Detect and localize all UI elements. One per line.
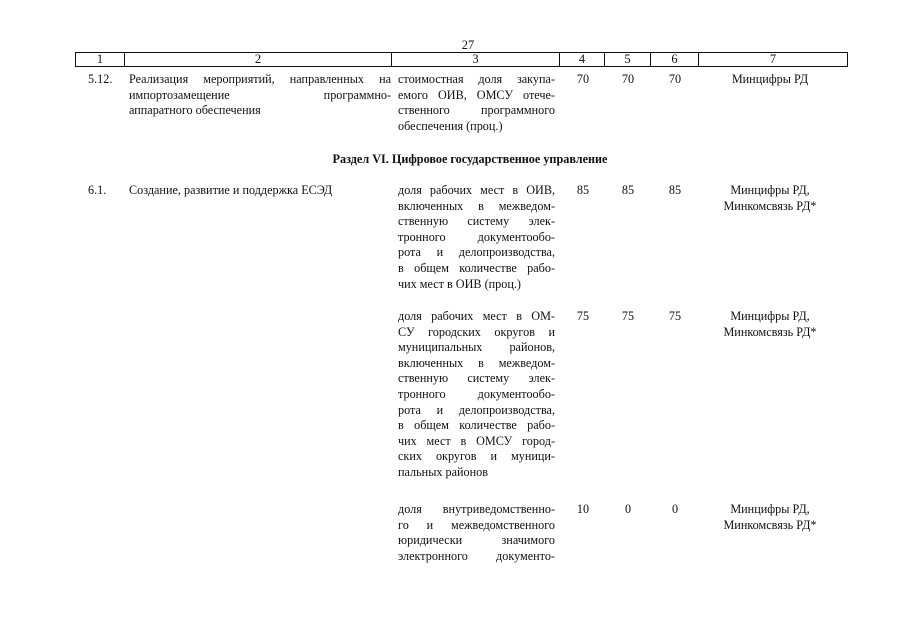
indicator-line: стоимостная доля закупа-: [398, 72, 555, 86]
indicator-line: го и межведомственного: [398, 517, 555, 532]
indicator-line: муниципальных районов,: [398, 340, 555, 355]
row-number: 6.1.: [88, 183, 107, 197]
indicator-line: пальных районов: [398, 464, 489, 479]
measure-name-line: аппаратного обеспечения: [129, 103, 261, 118]
row-number: 5.12.: [88, 72, 113, 86]
indicator-line: в общем количестве рабо-: [398, 260, 555, 275]
indicator-line: ских округов и муници-: [398, 449, 555, 464]
indicator-line: чих мест в ОИВ (проц.): [398, 276, 521, 291]
header-col-1: 1: [76, 53, 125, 67]
indicator-line: доля рабочих мест в ОИВ,: [398, 183, 555, 197]
indicator-line: тронного документообо-: [398, 386, 555, 401]
responsible-line: Минцифры РД,: [730, 183, 810, 197]
measure-name: Создание, развитие и поддержка ЕСЭД: [129, 183, 333, 197]
responsible-line: Минкомсвязь РД*: [723, 517, 817, 532]
value-col-4: 75: [576, 309, 590, 323]
value-col-5: 75: [621, 309, 635, 323]
responsible: [695, 502, 845, 533]
responsible: [695, 309, 845, 340]
value-col-6: 70: [668, 72, 682, 86]
page-number: 27: [461, 38, 475, 52]
indicator-line: чих мест в ОМСУ город-: [398, 433, 555, 448]
section-title: Раздел VI. Цифровое государственное управление: [332, 152, 608, 166]
responsible-line: Минцифры РД,: [730, 502, 810, 516]
value-col-5: 0: [624, 502, 632, 516]
header-col-3: 3: [392, 53, 560, 67]
indicator-line: обеспечения (проц.): [398, 118, 503, 133]
measure-name-line: импортозамещение программно-: [129, 87, 391, 102]
value-col-5: 70: [621, 72, 635, 86]
indicator-line: СУ городских округов и: [398, 324, 555, 339]
indicator-text: [398, 502, 555, 564]
header-col-6: 6: [651, 53, 699, 67]
responsible-line: Минкомсвязь РД*: [723, 198, 817, 213]
indicator-line: включенных в межведом-: [398, 355, 555, 370]
indicator-line: в общем количестве рабо-: [398, 418, 555, 433]
header-col-7: 7: [699, 53, 848, 67]
responsible-line: Минцифры РД,: [730, 309, 810, 323]
value-col-4: 70: [576, 72, 590, 86]
measure-name: [129, 72, 391, 119]
header-col-4: 4: [560, 53, 605, 67]
responsible: [695, 183, 845, 214]
table-header: [75, 52, 848, 67]
indicator-line: юридически значимого: [398, 533, 555, 548]
indicator-line: тронного документообо-: [398, 229, 555, 244]
indicator-line: рота и делопроизводства,: [398, 245, 555, 260]
indicator-line: ственную систему элек-: [398, 371, 555, 386]
indicator-line: рота и делопроизводства,: [398, 402, 555, 417]
responsible-line: Минкомсвязь РД*: [723, 324, 817, 339]
header-col-2: 2: [125, 53, 392, 67]
value-col-6: 75: [668, 309, 682, 323]
value-col-5: 85: [621, 183, 635, 197]
indicator-line: доля внутриведомственно-: [398, 502, 555, 516]
responsible: Минцифры РД: [731, 72, 809, 86]
indicator-text: [398, 309, 555, 481]
indicator-line: ственную систему элек-: [398, 214, 555, 229]
indicator-line: включенных в межведом-: [398, 198, 555, 213]
value-col-6: 85: [668, 183, 682, 197]
indicator-line: электронного документо-: [398, 548, 555, 563]
indicator-line: ственного программного: [398, 103, 555, 118]
header-col-5: 5: [605, 53, 651, 67]
value-col-4: 85: [576, 183, 590, 197]
value-col-6: 0: [671, 502, 679, 516]
indicator-text: [398, 183, 555, 292]
value-col-4: 10: [576, 502, 590, 516]
indicator-line: доля рабочих мест в ОМ-: [398, 309, 555, 323]
indicator-text: [398, 72, 555, 134]
measure-name-line: Реализация мероприятий, направленных на: [129, 72, 391, 86]
indicator-line: емого ОИВ, ОМСУ отече-: [398, 87, 555, 102]
